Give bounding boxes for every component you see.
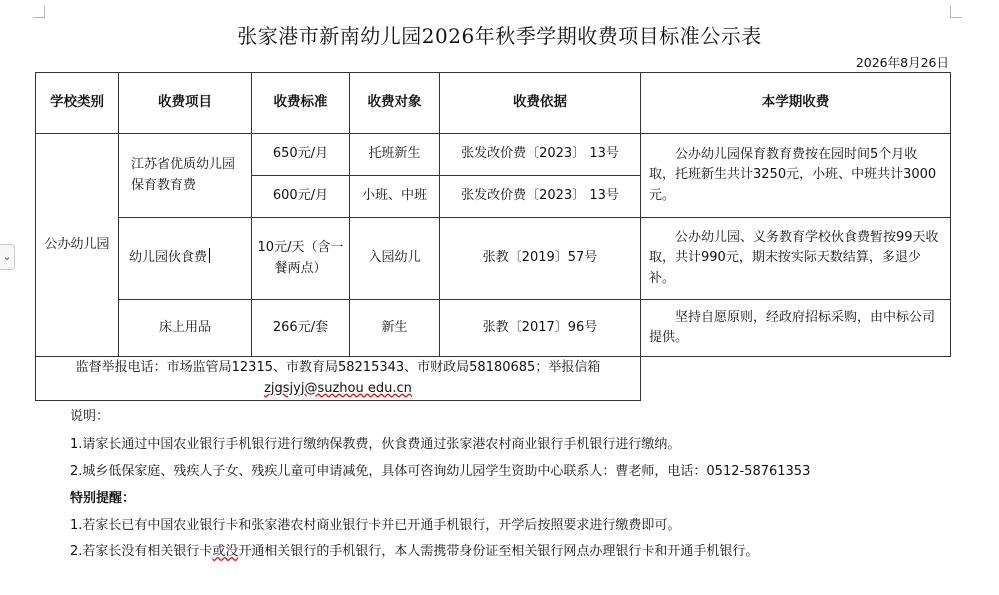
- fee-item-cell: 江苏省优质幼儿园保育教育费: [119, 134, 252, 218]
- fee-basis-cell: 张发改价费〔2023〕 13号: [440, 134, 641, 176]
- reminder-item: [70, 540, 758, 559]
- reminder-item: 1.若家长已有中国农业银行卡和张家港农村商业银行卡并已开通手机银行，开学后按照要求进行缴费即可。: [70, 518, 681, 533]
- fee-target-cell: 入园幼儿: [350, 218, 440, 300]
- fee-basis-cell: 张教〔2017〕96号: [440, 300, 641, 357]
- table-row: [36, 134, 951, 176]
- header-fee-item: 收费项目: [119, 73, 252, 134]
- fee-item-cell: 床上用品: [119, 300, 252, 357]
- fee-standard-cell: 266元/套: [252, 300, 350, 357]
- sidebar-toggle-button[interactable]: [0, 244, 15, 270]
- spellcheck-mark: 或没: [212, 544, 239, 559]
- fee-standard-cell: 600元/月: [252, 176, 350, 218]
- fee-item-text: 幼儿园伙食费: [129, 250, 208, 266]
- document-title: 张家港市新南幼儿园2026年秋季学期收费项目标准公示表: [237, 24, 762, 48]
- header-term-fee: 本学期收费: [641, 73, 951, 134]
- fee-item-cell: [119, 218, 252, 300]
- fee-basis-cell: 张教〔2019〕57号: [440, 218, 641, 300]
- text-cursor: [209, 248, 210, 263]
- fee-table: [35, 72, 951, 401]
- header-fee-standard: 收费标准: [252, 73, 350, 134]
- notes-label: 说明：: [70, 409, 110, 424]
- table-header-row: [36, 73, 951, 134]
- fee-basis-cell: 张发改价费〔2023〕 13号: [440, 176, 641, 218]
- page-corner-mark: [33, 6, 45, 18]
- term-fee-cell: 公办幼儿园、义务教育学校伙食费暂按99天收取，共计990元，期末按实际天数结算，多退少补。: [641, 218, 951, 300]
- page-corner-mark: [950, 6, 962, 18]
- chevron-down-icon: ⌄: [2, 250, 12, 263]
- fee-standard-cell: 10元/天（含一餐两点）: [252, 218, 350, 300]
- document-date: 2026年8月26日: [855, 55, 949, 70]
- fee-target-cell: 小班、中班: [350, 176, 440, 218]
- hotline-cell: [36, 357, 641, 401]
- term-fee-cell: 公办幼儿园保育教育费按在园时间5个月收取，托班新生共计3250元，小班、中班共计3000元。: [641, 134, 951, 218]
- header-fee-basis: 收费依据: [440, 73, 641, 134]
- report-email[interactable]: zjgsjyj@suzhou edu.cn: [264, 380, 412, 396]
- table-row: [36, 300, 951, 357]
- header-school-type: 学校类别: [36, 73, 119, 134]
- reminder-text: 2.若家长没有相关银行卡: [70, 544, 213, 559]
- fee-target-cell: 托班新生: [350, 134, 440, 176]
- hotline-text: 监督举报电话：市场监管局12315、市教育局58215343、市财政局58180685；举报信箱: [75, 359, 601, 375]
- fee-target-cell: 新生: [350, 300, 440, 357]
- note-item: 1.请家长通过中国农业银行手机银行进行缴纳保教费，伙食费通过张家港农村商业银行手机银行进行缴纳。: [70, 437, 681, 452]
- table-row: [36, 357, 951, 401]
- note-item: 2.城乡低保家庭、残疾人子女、残疾儿童可申请减免，具体可咨询幼儿园学生资助中心联系人：曹老师，电话：0512-58761353: [70, 464, 811, 479]
- reminder-label: 特别提醒：: [70, 491, 136, 506]
- term-fee-cell: 坚持自愿原则，经政府招标采购，由中标公司提供。: [641, 300, 951, 357]
- header-fee-target: 收费对象: [350, 73, 440, 134]
- school-type-cell: 公办幼儿园: [36, 134, 119, 357]
- fee-standard-cell: 650元/月: [252, 134, 350, 176]
- table-row: [36, 218, 951, 300]
- reminder-text: 开通相关银行的手机银行，本人需携带身份证至相关银行网点办理银行卡和开通手机银行。: [238, 544, 759, 559]
